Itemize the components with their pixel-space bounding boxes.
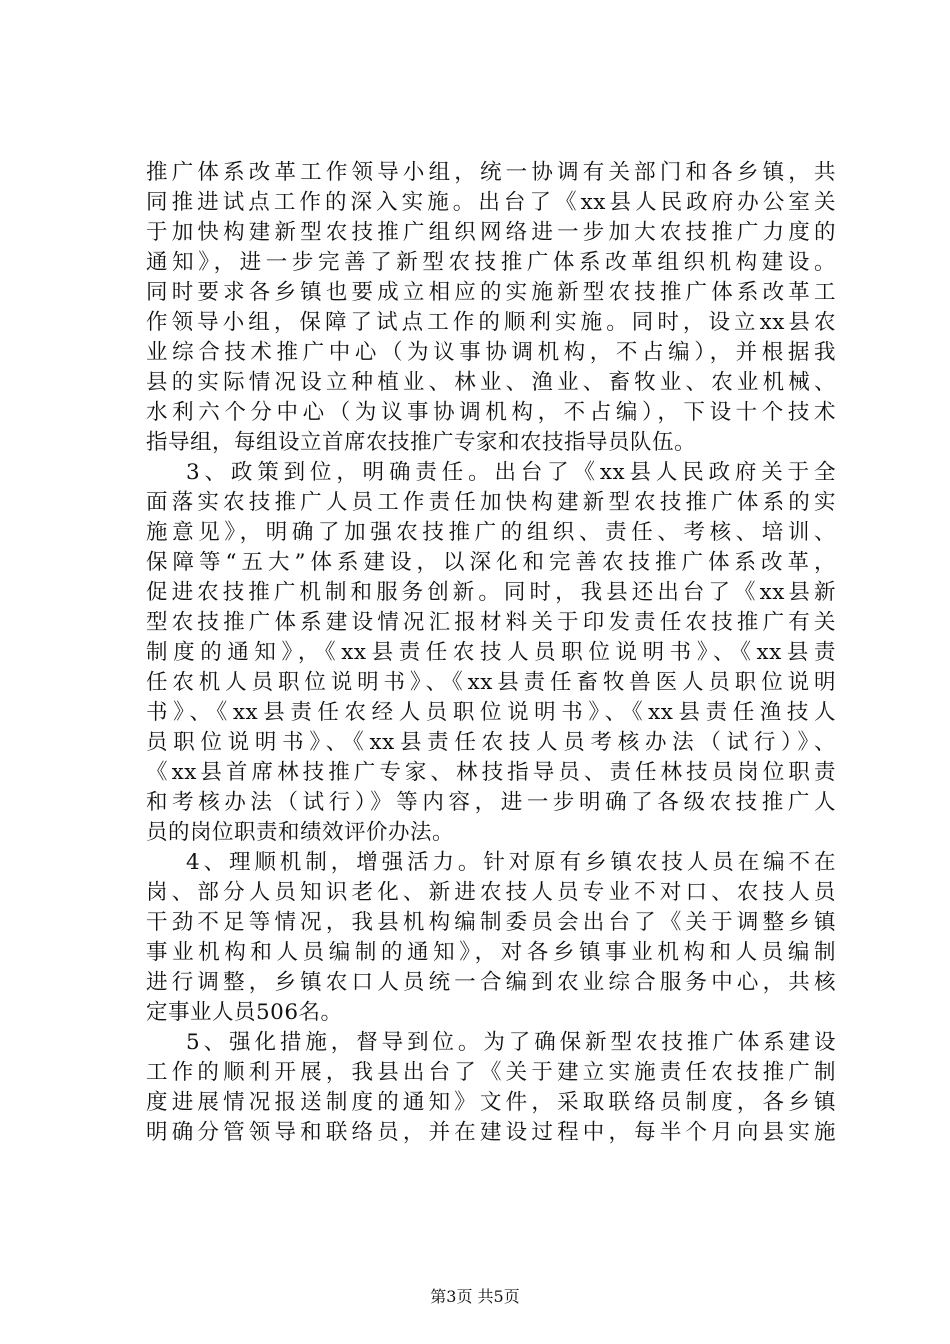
- page-number-footer: 第3页 共5页: [430, 1287, 520, 1306]
- text-line: 书》、《xx县责任农经人员职位说明书》、《xx县责任渔技人: [146, 700, 836, 725]
- text-line: 面落实农技推广人员工作责任加快构建新型农技推广体系的实: [146, 490, 836, 515]
- text-line: 事业机构和人员编制的通知》，对各乡镇事业机构和人员编制: [146, 940, 836, 965]
- text-line: 通知》，进一步完善了新型农技推广体系改革组织机构建设。: [146, 250, 836, 275]
- text-line: 4、理顺机制，增强活力。针对原有乡镇农技人员在编不在: [186, 850, 836, 875]
- text-line: 度进展情况报送制度的通知》文件，采取联络员制度，各乡镇: [146, 1090, 836, 1115]
- text-line: 作领导小组，保障了试点工作的顺利实施。同时，设立xx县农: [146, 310, 836, 335]
- text-line: 于加快构建新型农技推广组织网络进一步加大农技推广力度的: [146, 220, 836, 245]
- text-line: 制度的通知》，《xx县责任农技人员职位说明书》、《xx县责: [146, 640, 836, 665]
- text-line: 进行调整，乡镇农口人员统一合编到农业综合服务中心，共核: [146, 970, 836, 995]
- text-line: 员职位说明书》、《xx县责任农技人员考核办法（试行）》、: [146, 730, 836, 755]
- text-line: 干劲不足等情况，我县机构编制委员会出台了《关于调整乡镇: [146, 910, 836, 935]
- text-line: 水利六个分中心（为议事协调机构，不占编），下设十个技术: [146, 400, 836, 425]
- text-line: 指导组，每组设立首席农技推广专家和农技指导员队伍。: [146, 430, 697, 455]
- text-line: 县的实际情况设立种植业、林业、渔业、畜牧业、农业机械、: [146, 370, 836, 395]
- text-line: 业综合技术推广中心（为议事协调机构，不占编），并根据我: [146, 340, 836, 365]
- text-line: 推广体系改革工作领导小组，统一协调有关部门和各乡镇，共: [146, 160, 836, 185]
- text-line: 型农技推广体系建设情况汇报材料关于印发责任农技推广有关: [146, 610, 836, 635]
- text-line: 定事业人员506名。: [146, 1000, 343, 1025]
- text-line: 员的岗位职责和绩效评价办法。: [146, 820, 455, 845]
- text-line: 同时要求各乡镇也要成立相应的实施新型农技推广体系改革工: [146, 280, 836, 305]
- text-line: 《xx县首席林技推广专家、林技指导员、责任林技员岗位职责: [146, 760, 836, 785]
- document-body: [146, 158, 836, 1148]
- text-line: 岗、部分人员知识老化、新进农技人员专业不对口、农技人员: [146, 880, 836, 905]
- text-line: 任农机人员职位说明书》、《xx县责任畜牧兽医人员职位说明: [146, 670, 836, 695]
- text-line: 明确分管领导和联络员，并在建设过程中，每半个月向县实施: [146, 1120, 836, 1145]
- text-line: 促进农技推广机制和服务创新。同时，我县还出台了《xx县新: [146, 580, 836, 605]
- text-line: 3、政策到位，明确责任。出台了《xx县人民政府关于全: [186, 460, 836, 485]
- text-line: 保障等“五大”体系建设，以深化和完善农技推广体系改革，: [146, 550, 836, 575]
- text-line: 5、强化措施，督导到位。为了确保新型农技推广体系建设: [186, 1030, 836, 1055]
- text-line: 工作的顺利开展，我县出台了《关于建立实施责任农技推广制: [146, 1060, 836, 1085]
- text-line: 施意见》，明确了加强农技推广的组织、责任、考核、培训、: [146, 520, 836, 545]
- text-line: 同推进试点工作的深入实施。出台了《xx县人民政府办公室关: [146, 190, 836, 215]
- text-line: 和考核办法（试行）》等内容，进一步明确了各级农技推广人: [146, 790, 836, 815]
